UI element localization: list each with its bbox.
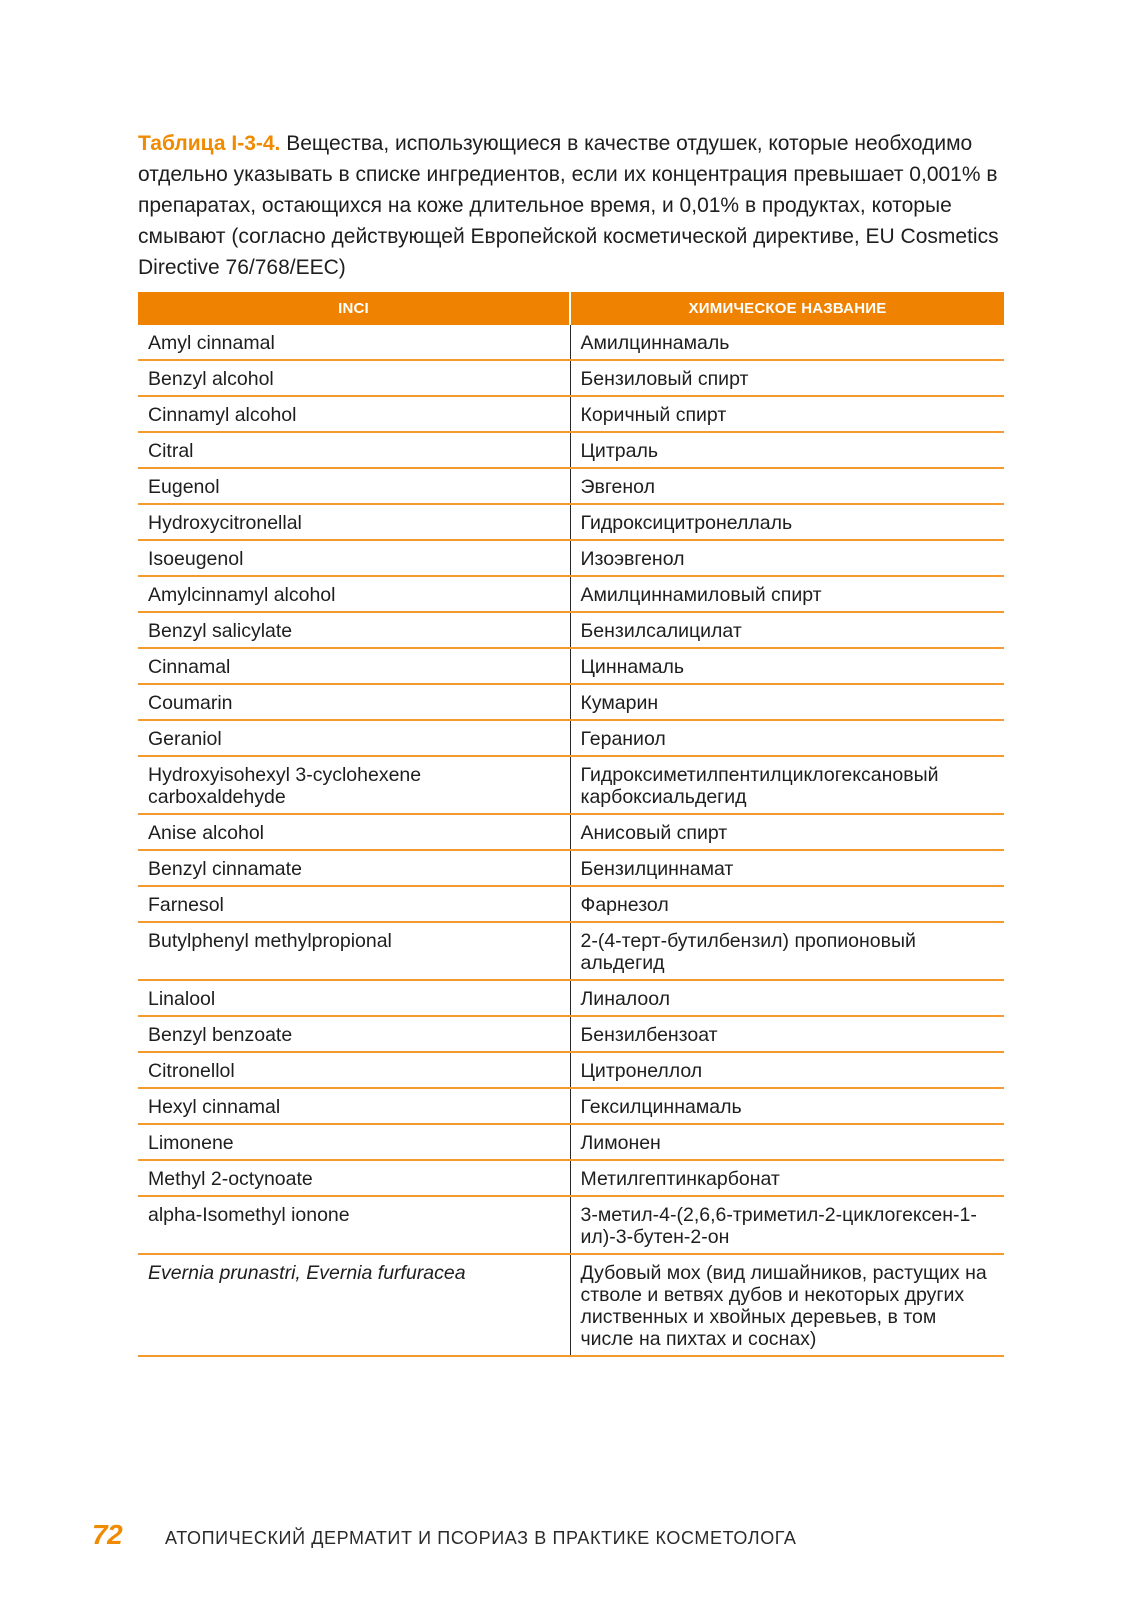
- table-row: [138, 432, 1004, 468]
- cell-chemical-name: 3-метил-4-(2,6,6-триметил-2-циклогексен-1-ил)-3-бутен-2-он: [570, 1196, 1004, 1254]
- cell-inci: Farnesol: [138, 886, 570, 922]
- table-row: [138, 1016, 1004, 1052]
- cell-inci: Isoeugenol: [138, 540, 570, 576]
- cell-chemical-name: Амилциннамаль: [570, 325, 1004, 360]
- table-row: [138, 980, 1004, 1016]
- cell-chemical-name: Бензилбензоат: [570, 1016, 1004, 1052]
- cell-chemical-name: Бензилциннамат: [570, 850, 1004, 886]
- table-row: [138, 1160, 1004, 1196]
- table-row: [138, 756, 1004, 814]
- cell-inci: Amylcinnamyl alcohol: [138, 576, 570, 612]
- table-caption: [138, 128, 1008, 283]
- table-row: [138, 922, 1004, 980]
- cell-chemical-name: Коричный спирт: [570, 396, 1004, 432]
- table-row: [138, 886, 1004, 922]
- cell-chemical-name: Гидроксицитронеллаль: [570, 504, 1004, 540]
- cell-inci: Hydroxyisohexyl 3-cyclohexene carboxaldehyde: [138, 756, 570, 814]
- column-header-chemical-name: ХИМИЧЕСКОЕ НАЗВАНИЕ: [570, 292, 1004, 325]
- cell-chemical-name: Метилгептинкарбонат: [570, 1160, 1004, 1196]
- cell-inci: Eugenol: [138, 468, 570, 504]
- cell-chemical-name: Цитронеллол: [570, 1052, 1004, 1088]
- cell-inci: Benzyl salicylate: [138, 612, 570, 648]
- table-row: [138, 720, 1004, 756]
- fragrance-table-container: [138, 292, 1004, 1357]
- cell-chemical-name: Дубовый мох (вид лишайников, растущих на стволе и ветвях дубов и некоторых других лиственных и хвойных деревьев, в том числе на пихтах и соснах): [570, 1254, 1004, 1356]
- cell-chemical-name: Гексилциннамаль: [570, 1088, 1004, 1124]
- table-row: [138, 612, 1004, 648]
- table-row: [138, 1088, 1004, 1124]
- fragrance-table: [138, 292, 1004, 1357]
- cell-chemical-name: Цитраль: [570, 432, 1004, 468]
- cell-inci: Benzyl benzoate: [138, 1016, 570, 1052]
- table-row: [138, 1052, 1004, 1088]
- table-row: [138, 850, 1004, 886]
- table-body: [138, 325, 1004, 1356]
- cell-chemical-name: Линалоол: [570, 980, 1004, 1016]
- cell-inci: Anise alcohol: [138, 814, 570, 850]
- cell-inci: Cinnamal: [138, 648, 570, 684]
- cell-inci: Cinnamyl alcohol: [138, 396, 570, 432]
- table-row: [138, 1124, 1004, 1160]
- cell-chemical-name: Изоэвгенол: [570, 540, 1004, 576]
- cell-inci: Evernia prunastri, Evernia furfuracea: [138, 1254, 570, 1356]
- table-row: [138, 814, 1004, 850]
- page-number: 72: [92, 1519, 123, 1550]
- column-header-inci: INCI: [138, 292, 570, 325]
- cell-chemical-name: 2-(4-терт-бутилбензил) пропионовый альдегид: [570, 922, 1004, 980]
- cell-inci: Methyl 2-octynoate: [138, 1160, 570, 1196]
- cell-inci: Coumarin: [138, 684, 570, 720]
- cell-chemical-name: Лимонен: [570, 1124, 1004, 1160]
- cell-inci: alpha-Isomethyl ionone: [138, 1196, 570, 1254]
- cell-inci: Geraniol: [138, 720, 570, 756]
- table-caption-text: Вещества, использующиеся в качестве отдушек, которые необходимо отдельно указывать в списке ингредиентов, если их концентрация превышает 0,001% в препаратах, остающихся на коже длительное время, и 0,01% в продуктах, которые смывают (согласно действующей Европейской косметической директиве, EU Cosmetics Directive 76/768/EEC): [138, 132, 999, 279]
- table-row: [138, 684, 1004, 720]
- cell-chemical-name: Циннамаль: [570, 648, 1004, 684]
- running-footer-title: АТОПИЧЕСКИЙ ДЕРМАТИТ И ПСОРИАЗ В ПРАКТИКЕ КОСМЕТОЛОГА: [165, 1528, 797, 1548]
- cell-inci: Butylphenyl methylpropional: [138, 922, 570, 980]
- cell-inci: Benzyl cinnamate: [138, 850, 570, 886]
- table-row: [138, 1196, 1004, 1254]
- cell-inci: Benzyl alcohol: [138, 360, 570, 396]
- cell-inci: Limonene: [138, 1124, 570, 1160]
- cell-inci: Hydroxycitronellal: [138, 504, 570, 540]
- table-row: [138, 325, 1004, 360]
- table-row: [138, 1254, 1004, 1356]
- cell-inci: Linalool: [138, 980, 570, 1016]
- table-header: [138, 292, 1004, 325]
- table-row: [138, 504, 1004, 540]
- table-row: [138, 648, 1004, 684]
- cell-chemical-name: Эвгенол: [570, 468, 1004, 504]
- table-row: [138, 468, 1004, 504]
- cell-inci: Citral: [138, 432, 570, 468]
- cell-inci: Amyl cinnamal: [138, 325, 570, 360]
- cell-inci: Hexyl cinnamal: [138, 1088, 570, 1124]
- cell-chemical-name: Гераниол: [570, 720, 1004, 756]
- cell-chemical-name: Бензилсалицилат: [570, 612, 1004, 648]
- table-row: [138, 576, 1004, 612]
- table-row: [138, 396, 1004, 432]
- cell-chemical-name: Бензиловый спирт: [570, 360, 1004, 396]
- table-row: [138, 360, 1004, 396]
- table-header-row: [138, 292, 1004, 325]
- cell-inci: Citronellol: [138, 1052, 570, 1088]
- cell-chemical-name: Гидроксиметилпентилциклогексановый карбоксиальдегид: [570, 756, 1004, 814]
- cell-chemical-name: Анисовый спирт: [570, 814, 1004, 850]
- cell-chemical-name: Амилциннамиловый спирт: [570, 576, 1004, 612]
- cell-chemical-name: Фарнезол: [570, 886, 1004, 922]
- table-caption-label: Таблица I-3-4.: [138, 132, 281, 155]
- table-row: [138, 540, 1004, 576]
- cell-chemical-name: Кумарин: [570, 684, 1004, 720]
